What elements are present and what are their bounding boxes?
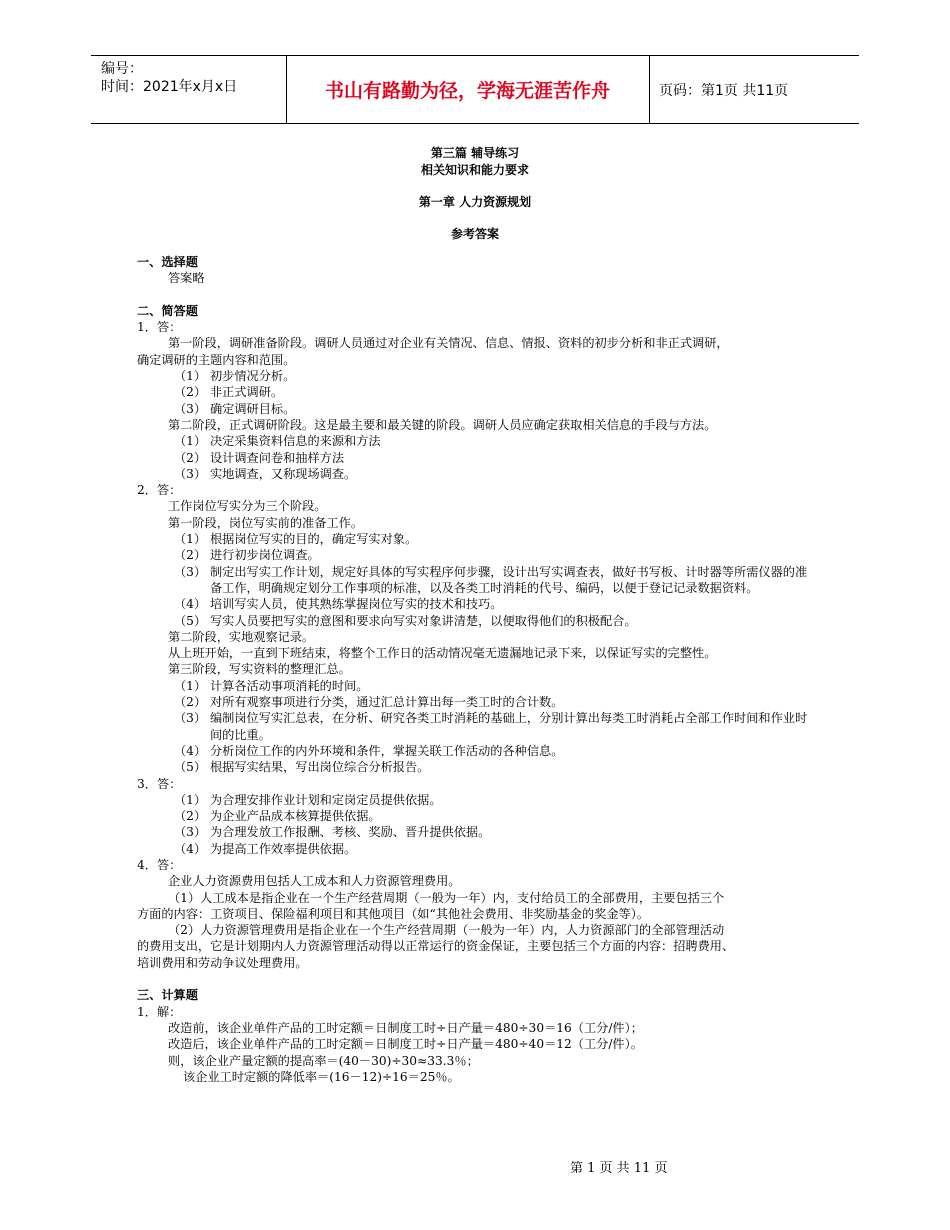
question-number: 1．解： xyxy=(137,1004,182,1019)
paragraph: 方面的内容：工资项目、保险福利项目和其他项目（如“其他社会费用、非奖励基金的奖金等）。 xyxy=(137,906,650,921)
list-item xyxy=(174,678,817,694)
item-number: （2） xyxy=(174,385,207,400)
item-number: （4） xyxy=(174,743,207,758)
paragraph: 培训费用和劳动争议处理费用。 xyxy=(137,955,308,970)
item-number: （5） xyxy=(174,760,207,775)
item-number: （3） xyxy=(174,466,207,481)
paragraph: 第一阶段，岗位写实前的准备工作。 xyxy=(168,515,363,530)
section-heading: 三、计算题 xyxy=(137,988,198,1003)
list-item xyxy=(174,841,817,857)
item-number: （1） xyxy=(174,792,207,807)
paragraph: 第二阶段，实地观察记录。 xyxy=(168,629,315,644)
list-item xyxy=(174,433,817,449)
item-text: 为企业产品成本核算提供依据。 xyxy=(210,809,381,824)
part-title: 第三篇 辅导练习 xyxy=(430,146,520,160)
paragraph: 企业人力资源费用包括人工成本和人力资源管理费用。 xyxy=(168,874,461,889)
time-label: 时间：2021年x月x日 xyxy=(101,79,238,95)
list-item xyxy=(174,759,817,775)
header-motto: 书山有路勤为径，学海无涯苦作舟 xyxy=(324,80,610,102)
item-text: 根据写实结果，写出岗位综合分析报告。 xyxy=(210,760,430,775)
item-text: 为合理安排作业计划和定岗定员提供依据。 xyxy=(210,792,442,807)
list-item xyxy=(174,808,817,824)
question-number: 4．答： xyxy=(137,857,182,872)
list-item xyxy=(174,368,817,384)
paragraph: 工作岗位写实分为三个阶段。 xyxy=(168,499,327,514)
item-text: 对所有观察事项进行分类，通过汇总计算出每一类工时的合计数。 xyxy=(210,695,564,710)
list-item xyxy=(174,694,817,710)
formula-line: 该企业工时定额的降低率＝(16－12)÷16＝25％。 xyxy=(183,1069,460,1084)
item-number: （1） xyxy=(174,532,207,547)
item-text: 为提高工作效率提供依据。 xyxy=(210,841,357,856)
page-header xyxy=(91,55,859,124)
list-item xyxy=(174,710,817,743)
question-number: 1．答： xyxy=(137,320,182,335)
list-item xyxy=(174,401,817,417)
item-text: 培训写实人员，使其熟练掌握岗位写实的技术和技巧。 xyxy=(210,597,503,612)
item-number: （3） xyxy=(174,401,207,416)
list-item xyxy=(174,564,817,597)
paragraph: （2）人力资源管理费用是指企业在一个生产经营周期（一般为一年）内，人力资源部门的全部管理活动 xyxy=(168,923,725,938)
paragraph: 的费用支出，它是计划期内人力资源管理活动得以正常运行的资金保证，主要包括三个方面的内容：招聘费用、 xyxy=(137,939,735,954)
item-number: （5） xyxy=(174,613,207,628)
question-number: 3．答： xyxy=(137,776,182,791)
list-item xyxy=(174,547,817,563)
paragraph: 答案略 xyxy=(168,271,205,286)
paragraph: 第一阶段，调研准备阶段。调研人员通过对企业有关情况、信息、情报、资料的初步分析和非正式调研， xyxy=(168,336,729,351)
item-text: 初步情况分析。 xyxy=(210,369,296,384)
list-item xyxy=(174,450,817,466)
number-label: 编号： xyxy=(101,61,143,77)
item-number: （1） xyxy=(174,678,207,693)
item-text: 制定出写实工作计划，规定好具体的写实程序何步骤，设计出写实调查表，做好书写板、计时器等所需仪器的准备工作，明确规定划分工作事项的标准，以及各类工时消耗的代号、编码，以便于登记记录数据资料。 xyxy=(210,564,808,595)
list-item xyxy=(174,596,817,612)
item-text: 非正式调研。 xyxy=(210,385,284,400)
item-text: 根据岗位写实的目的，确定写实对象。 xyxy=(210,532,418,547)
item-text: 确定调研目标。 xyxy=(210,401,296,416)
item-number: （2） xyxy=(174,695,207,710)
item-text: 为合理发放工作报酬、考核、奖励、晋升提供依据。 xyxy=(210,825,491,840)
item-text: 决定采集资料信息的来源和方法 xyxy=(210,434,381,449)
item-number: （3） xyxy=(174,711,207,726)
list-item xyxy=(174,531,817,547)
item-number: （2） xyxy=(174,809,207,824)
paragraph: 第二阶段，正式调研阶段。这是最主要和最关键的阶段。调研人员应确定获取相关信息的手段与方法。 xyxy=(168,417,717,432)
list-item xyxy=(174,466,817,482)
item-number: （1） xyxy=(174,369,207,384)
document-body xyxy=(137,254,817,1085)
item-text: 计算各活动事项消耗的时间。 xyxy=(210,678,369,693)
item-number: （2） xyxy=(174,450,207,465)
section-heading: 二、简答题 xyxy=(137,303,198,318)
item-text: 设计调查问卷和抽样方法 xyxy=(210,450,345,465)
item-text: 编制岗位写实汇总表，在分析、研究各类工时消耗的基础上，分别计算出每类工时消耗占全部工作时间和作业时间的比重。 xyxy=(210,711,808,742)
item-number: （4） xyxy=(174,841,207,856)
item-number: （4） xyxy=(174,597,207,612)
item-text: 写实人员要把写实的意图和要求向写实对象讲清楚，以便取得他们的积极配合。 xyxy=(210,613,637,628)
list-item xyxy=(174,743,817,759)
item-number: （3） xyxy=(174,825,207,840)
header-meta xyxy=(101,60,237,96)
item-text: 分析岗位工作的内外环境和条件，掌握关联工作活动的各种信息。 xyxy=(210,743,564,758)
answers-title: 参考答案 xyxy=(450,227,499,241)
header-page-info: 页码：第1页 共11页 xyxy=(659,83,789,99)
list-item xyxy=(174,384,817,400)
paragraph: （1）人工成本是指企业在一个生产经营周期（一般为一年）内，支付给员工的全部费用，主要包括三个 xyxy=(168,890,725,905)
chapter-title: 第一章 人力资源规划 xyxy=(418,195,532,209)
formula-line: 改造后，该企业单件产品的工时定额＝日制度工时÷日产量＝480÷40＝12（工分/件）。 xyxy=(168,1037,643,1052)
paragraph: 第三阶段，写实资料的整理汇总。 xyxy=(168,662,351,677)
item-number: （3） xyxy=(174,564,207,579)
section-heading: 一、选择题 xyxy=(137,255,198,269)
item-number: （2） xyxy=(174,548,207,563)
sub-title: 相关知识和能力要求 xyxy=(420,163,529,177)
list-item xyxy=(174,792,817,808)
list-item xyxy=(174,613,817,629)
question-number: 2．答： xyxy=(137,483,182,498)
formula-line: 则，该企业产量定额的提高率＝(40－30)÷30≈33.3％； xyxy=(168,1053,479,1068)
item-number: （1） xyxy=(174,434,207,449)
list-item xyxy=(174,824,817,840)
paragraph: 确定调研的主题内容和范围。 xyxy=(137,352,296,367)
page-footer: 第 1 页 共 11 页 xyxy=(570,1161,668,1176)
item-text: 实地调查，又称现场调查。 xyxy=(210,466,357,481)
item-text: 进行初步岗位调查。 xyxy=(210,548,320,563)
header-divider xyxy=(649,56,650,123)
formula-line: 改造前，该企业单件产品的工时定额＝日制度工时÷日产量＝480÷30＝16（工分/件）； xyxy=(168,1020,643,1035)
paragraph: 从上班开始，一直到下班结束，将整个工作日的活动情况毫无遗漏地记录下来，以保证写实的完整性。 xyxy=(168,646,717,661)
